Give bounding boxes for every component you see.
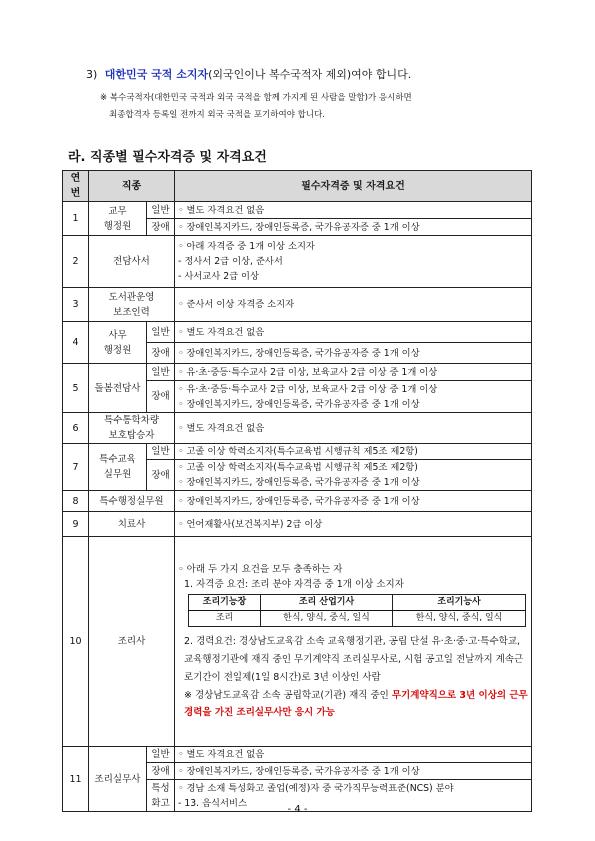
sub-header: 조리기능사 (393, 595, 526, 611)
requirement (175, 460, 532, 491)
header-requirements: 필수자격증 및 자격요건 (175, 171, 532, 202)
header-no: 연번 (63, 171, 89, 202)
row-number: 7 (63, 444, 89, 491)
table-row (63, 413, 532, 444)
row-number: 2 (63, 236, 89, 288)
requirement-line: 1. 자격증 요건: 조리 분야 자격증 중 1개 이상 소지자 (184, 579, 404, 590)
row-number: 9 (63, 512, 89, 537)
job-name: 도서관운영 보조인력 (89, 288, 175, 322)
category-label: 특성 화고 (147, 780, 175, 812)
job-name: 특수교육 실무원 (89, 444, 147, 491)
category-label: 일반 (147, 747, 175, 763)
sub-row (189, 611, 526, 627)
item-number: 3) (86, 68, 98, 81)
page-number: - 4 - (287, 804, 308, 815)
row-number: 1 (63, 202, 89, 236)
requirement-line: ◦ 장애인복지카드, 장애인등록증, 국가유공자증 중 1개 이상 (178, 477, 420, 488)
qualification-table (62, 170, 532, 812)
requirement-line: - 사서교사 2급 이상 (178, 271, 260, 282)
requirement-line: - 정사서 2급 이상, 준사서 (178, 256, 283, 267)
cooking-license-table (188, 594, 526, 627)
requirement-line: - 13. 음식서비스 (178, 797, 247, 809)
row-number: 11 (63, 747, 89, 812)
nationality-requirement (86, 66, 411, 82)
requirement: ◦ 별도 자격요건 없음 (175, 413, 532, 444)
table-row (63, 537, 532, 747)
requirement-line: ◦ 경남 소재 특성화고 졸업(예정)자 중 국가직무능력표준(NCS) 분야 (178, 782, 454, 794)
note-line-1: ※ 복수국적자(대한민국 국적과 외국 국적을 함께 가지게 된 사람을 말함)가 응시하면 (100, 93, 412, 103)
job-name: 조리실무사 (89, 747, 147, 812)
table-row (63, 491, 532, 512)
row-number: 10 (63, 537, 89, 747)
job-name: 사무 행정원 (89, 322, 147, 364)
category-label: 일반 (147, 202, 175, 219)
row-number: 5 (63, 364, 89, 413)
nationality-highlight: 대한민국 국적 소지자 (104, 68, 209, 81)
category-label: 일반 (147, 322, 175, 343)
requirement: ◦ 장애인복지카드, 장애인등록증, 국가유공자증 중 1개 이상 (175, 763, 532, 780)
requirement: ◦ 유·초·중등·특수교사 2급 이상, 보육교사 2급 이상 중 1개 이상 (175, 364, 532, 381)
requirement: ◦ 별도 자격요건 없음 (175, 202, 532, 219)
career-note (178, 687, 528, 721)
category-label: 장애 (147, 381, 175, 413)
career-requirement: 2. 경력요건: 경상남도교육감 소속 교육행정기관, 공립 단설 유·초·중·고·특수학교, 교육행정기관에 재직 중인 무기계약직 조리실무사로, 시험 공고일 전날까지 계속근로기간이 전일제(1일 8시간)로 3년 이상인 사람 (184, 636, 524, 683)
requirement: ◦ 장애인복지카드, 장애인등록증, 국가유공자증 중 1개 이상 (175, 343, 532, 364)
category-label: 일반 (147, 444, 175, 460)
row-number: 4 (63, 322, 89, 364)
row-number: 6 (63, 413, 89, 444)
job-name: 특수통학차량 보호탑승자 (89, 413, 175, 444)
table-row (63, 202, 532, 219)
category-label: 장애 (147, 343, 175, 364)
table-row (63, 288, 532, 322)
table-row (63, 236, 532, 288)
requirement: ◦ 장애인복지카드, 장애인등록증, 국가유공자증 중 1개 이상 (175, 491, 532, 512)
requirement: ◦ 고졸 이상 학력소지자(특수교육법 시행규칙 제5조 제2항) (175, 444, 532, 460)
requirement: ◦ 준사서 이상 자격증 소지자 (175, 288, 532, 322)
category-label: 장애 (147, 460, 175, 491)
table-row (63, 364, 532, 381)
table-row (63, 322, 532, 343)
requirement: ◦ 별도 자격요건 없음 (175, 322, 532, 343)
sub-cell: 한식, 양식, 중식, 일식 (261, 611, 393, 627)
requirement-line: ◦ 아래 두 가지 요건을 모두 충족하는 자 (178, 564, 343, 575)
requirement-line: ◦ 장애인복지카드, 장애인등록증, 국가유공자증 중 1개 이상 (178, 398, 420, 410)
sub-cell: 조리 (189, 611, 261, 627)
sub-header: 조리 산업기사 (261, 595, 393, 611)
dual-citizenship-note (100, 90, 560, 124)
requirement-line: ◦ 고졸 이상 학력소지자(특수교육법 시행규칙 제5조 제2항) (178, 462, 418, 473)
section-title: 라. 직종별 필수자격증 및 자격요건 (68, 150, 267, 165)
header-job: 직종 (89, 171, 175, 202)
row-number: 8 (63, 491, 89, 512)
row-number: 3 (63, 288, 89, 322)
job-name: 특수행정실무원 (89, 491, 175, 512)
table-row (63, 747, 532, 763)
requirement (175, 381, 532, 413)
career-note-text: ※ 경상남도교육감 소속 공립학교(기관) 재직 중인 (184, 690, 392, 701)
note-line-2: 최종합격자 등록일 전까지 외국 국적을 포기하여야 합니다. (109, 110, 325, 120)
job-name: 돌봄전담사 (89, 364, 147, 413)
sub-cell: 한식, 양식, 중식, 일식 (393, 611, 526, 627)
career-note-emphasis: 무기계약직으로 3년 이상의 근무 경력을 가진 조리실무사만 응시 가능 (184, 690, 528, 718)
category-label: 장애 (147, 219, 175, 236)
job-name: 조리사 (89, 537, 175, 747)
job-name: 전담사서 (89, 236, 175, 288)
requirement: ◦ 언어재활사(보건복지부) 2급 이상 (175, 512, 532, 537)
category-label: 장애 (147, 763, 175, 780)
table-row (63, 444, 532, 460)
requirement (175, 236, 532, 288)
sub-header: 조리기능장 (189, 595, 261, 611)
requirement: ◦ 장애인복지카드, 장애인등록증, 국가유공자증 중 1개 이상 (175, 219, 532, 236)
category-label: 일반 (147, 364, 175, 381)
sub-header-row (189, 595, 526, 611)
requirement: ◦ 별도 자격요건 없음 (175, 747, 532, 763)
requirement (175, 537, 532, 747)
job-name: 교무 행정원 (89, 202, 147, 236)
job-name: 치료사 (89, 512, 175, 537)
requirement-line: ◦ 유·초·중등·특수교사 2급 이상, 보육교사 2급 이상 중 1개 이상 (178, 383, 438, 395)
table-header-row (63, 171, 532, 202)
nationality-text: (외국인이나 복수국적자 제외)여야 합니다. (208, 68, 412, 81)
requirement-line: ◦ 아래 자격증 중 1개 이상 소지자 (178, 241, 315, 252)
table-row (63, 512, 532, 537)
